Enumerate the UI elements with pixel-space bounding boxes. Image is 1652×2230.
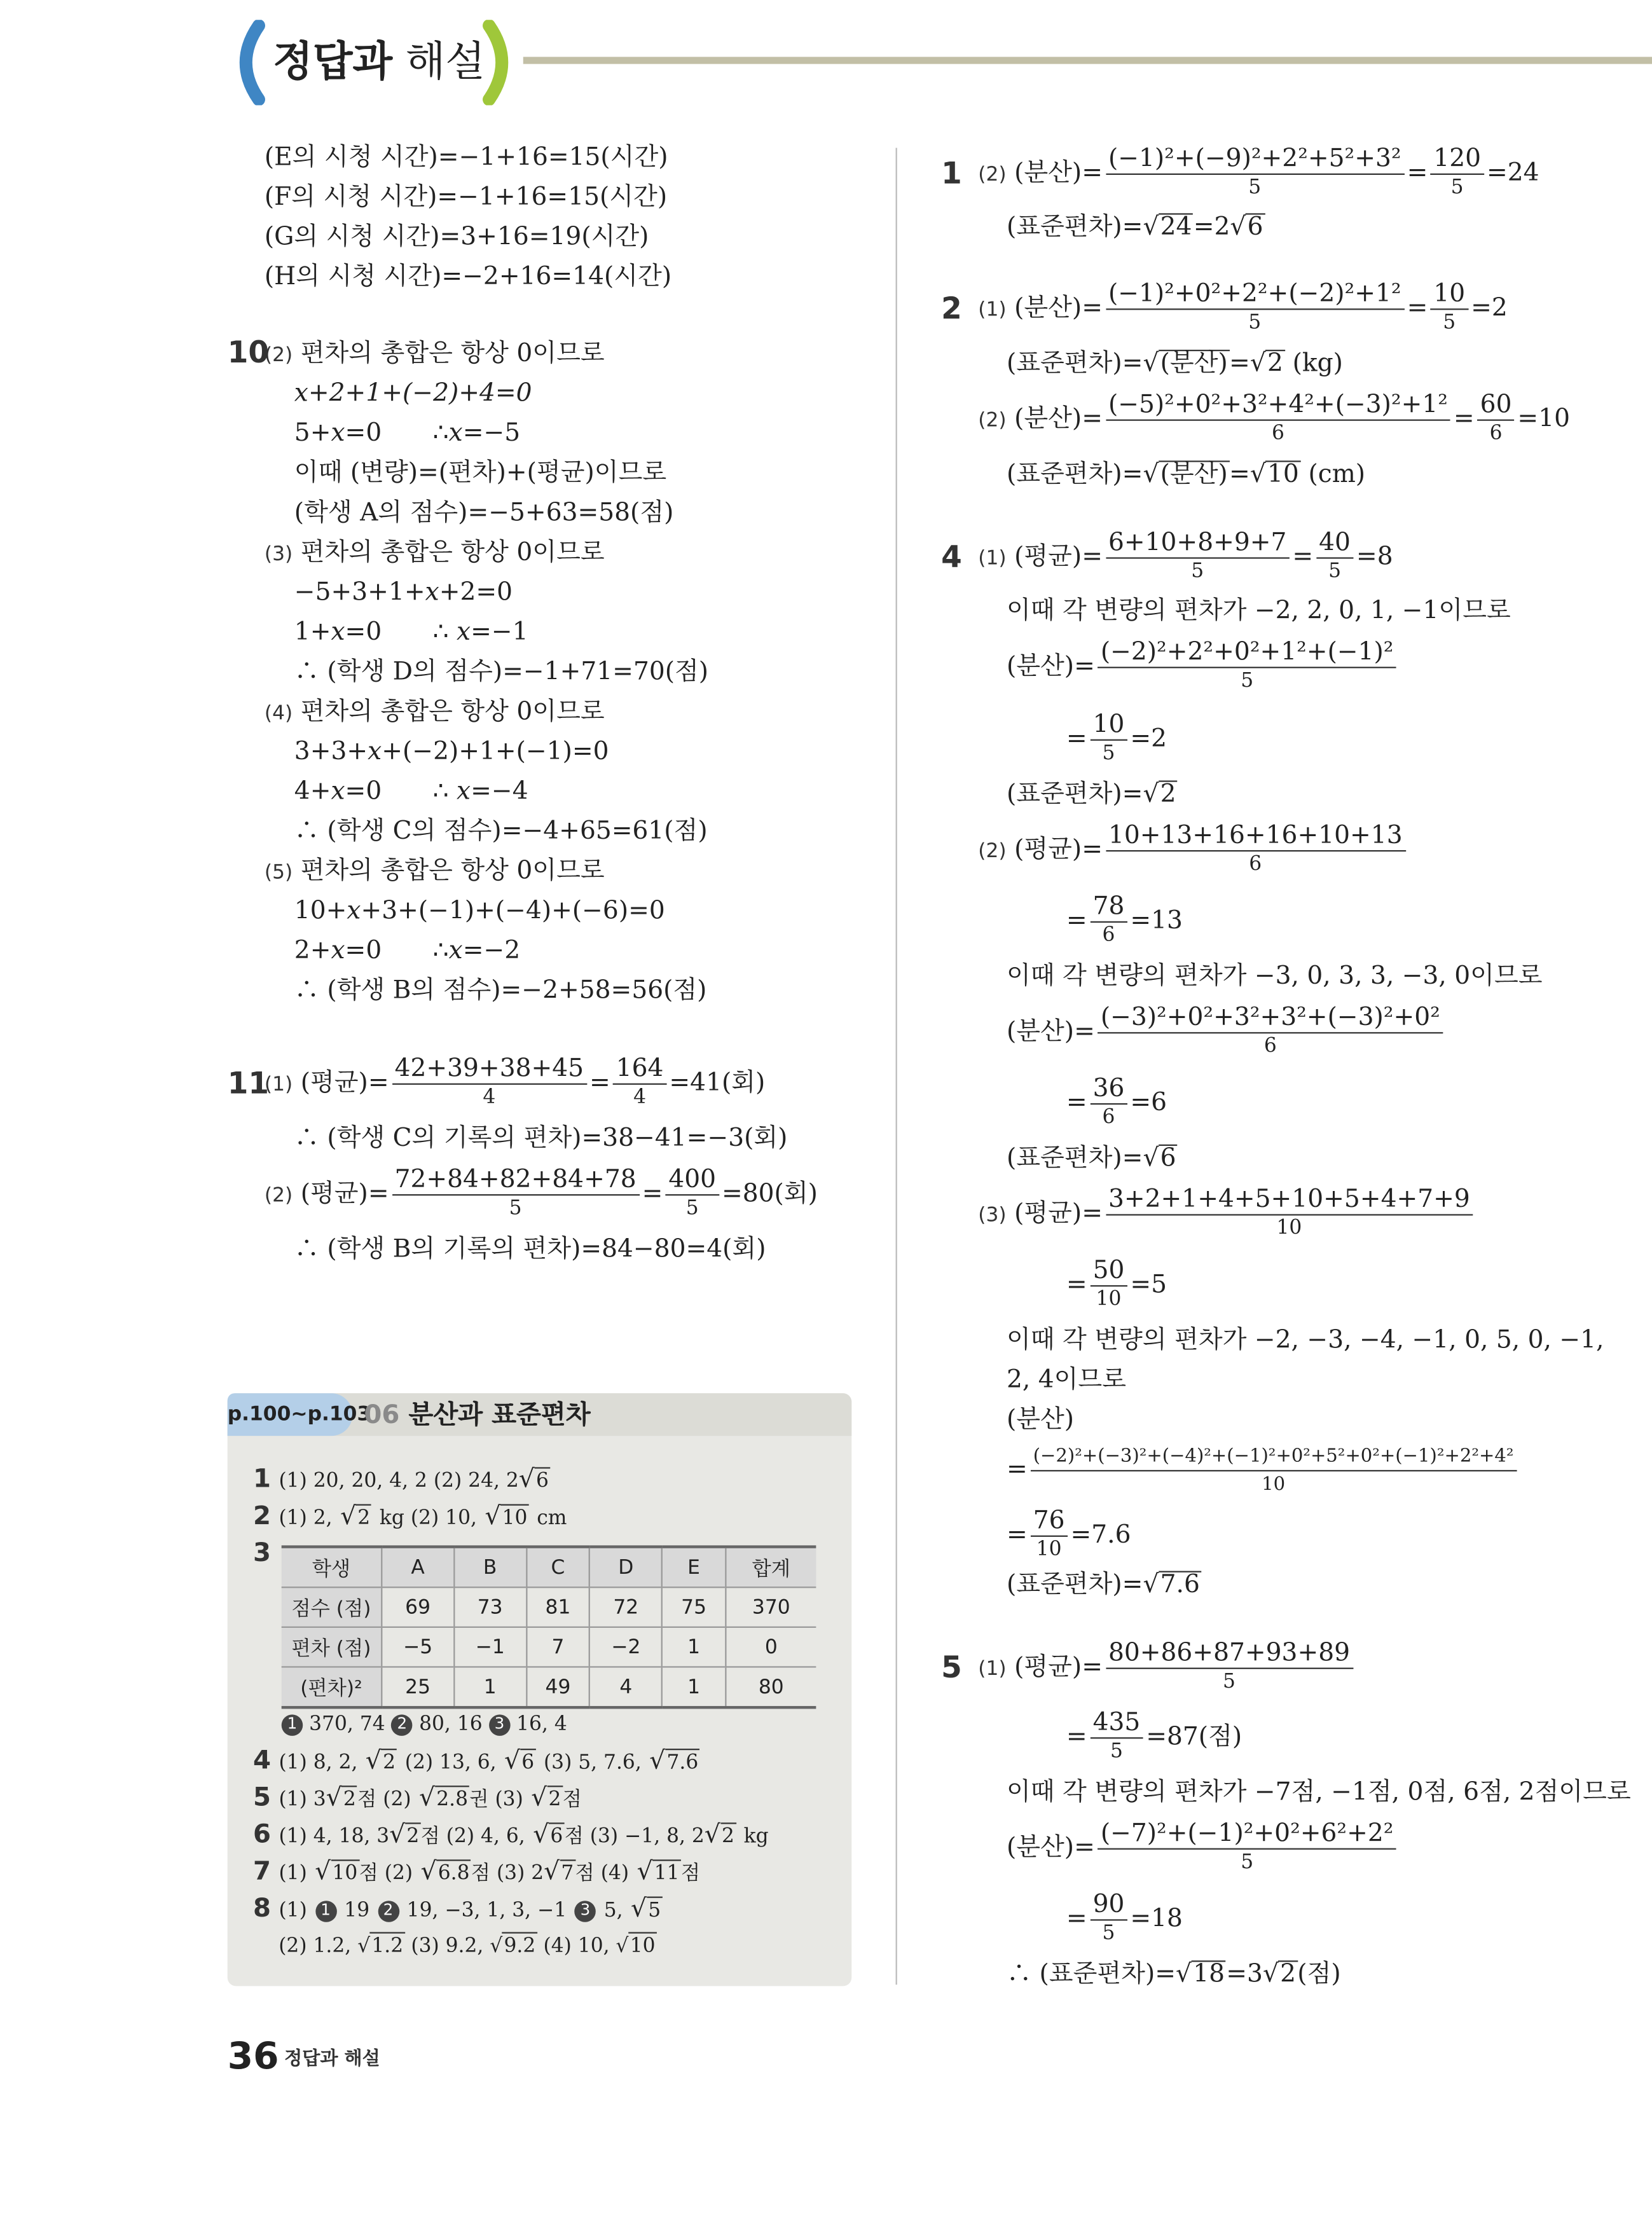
table-cell: 25 xyxy=(382,1667,454,1707)
sqrt: √ 2 xyxy=(326,1783,357,1814)
text-line: 이때 각 변량의 편차가 −2, 2, 0, 1, −1이므로 xyxy=(1006,597,1511,626)
header-rule xyxy=(523,57,1652,64)
part-label: (1) xyxy=(264,1073,293,1096)
text-line: (평균)= xyxy=(1014,1653,1103,1682)
sqrt: √ 1.2 xyxy=(357,1931,404,1962)
text-line: =2 xyxy=(1471,294,1508,323)
table-cell: 80 xyxy=(726,1667,816,1707)
answer-number: 8 xyxy=(252,1894,271,1924)
sqrt: √ (분산) xyxy=(1143,459,1229,490)
table-cell: 편차 (점) xyxy=(282,1627,382,1667)
table-cell: 4 xyxy=(590,1667,663,1707)
part-label: (2) xyxy=(978,163,1007,186)
text-line: (평균)= xyxy=(1014,543,1103,572)
text-line: ∴ (표준편차)= xyxy=(1006,1960,1176,1989)
answer-text: (1) 20, 20, 4, 2 (2) 24, 2 xyxy=(279,1469,519,1493)
equation: 2+𝑥=0 xyxy=(294,937,382,966)
table-cell: 7 xyxy=(526,1627,589,1667)
table-cell: 1 xyxy=(662,1667,726,1707)
table-cell: −5 xyxy=(382,1627,454,1667)
answer-text: (1) xyxy=(279,1862,307,1885)
fraction: 3+2+1+4+5+10+5+4+7+9 10 xyxy=(1105,1187,1473,1242)
sqrt: √ 6.8 xyxy=(421,1857,471,1888)
table-cell: C xyxy=(526,1547,589,1588)
answer-text: 80, 16 xyxy=(419,1713,483,1736)
answer-text: 점 xyxy=(680,1862,701,1885)
table-cell: 370 xyxy=(726,1587,816,1627)
text-line: (표준편차)= xyxy=(1006,213,1143,242)
question-number: 1 xyxy=(941,156,962,191)
circled-number-icon: 2 xyxy=(392,1714,413,1735)
table-cell: (편차)² xyxy=(282,1667,382,1707)
text-line: = xyxy=(1229,350,1250,378)
sqrt: √ 6 xyxy=(533,1820,564,1851)
text-line: =10 xyxy=(1517,405,1571,434)
table-cell: 72 xyxy=(590,1587,663,1627)
table-cell: 81 xyxy=(526,1587,589,1627)
equation: −5+3+1+𝑥+2=0 xyxy=(294,578,513,607)
score-table xyxy=(282,1545,816,1709)
circled-number-icon: 2 xyxy=(378,1900,399,1922)
equation: 5+𝑥=0 xyxy=(294,419,382,448)
answer-text: (2) 1.2, xyxy=(279,1934,352,1958)
sqrt: √ (분산) xyxy=(1143,348,1229,380)
sqrt: √ 2.8 xyxy=(419,1783,469,1814)
sqrt: √ 10 xyxy=(315,1857,359,1888)
answer-text: (3) 5, 7.6, xyxy=(543,1751,642,1775)
table-cell: 49 xyxy=(526,1667,589,1707)
text-line: (cm) xyxy=(1308,460,1366,490)
table-row xyxy=(282,1667,816,1707)
sqrt: √ 2 xyxy=(705,1820,736,1851)
text-line: 편차의 총합은 항상 0이므로 xyxy=(300,340,605,369)
table-cell: E xyxy=(662,1547,726,1588)
answer-text: (1) xyxy=(279,1899,307,1922)
page-number: 36 xyxy=(227,2035,279,2079)
sqrt: √ 7.6 xyxy=(1143,1569,1201,1600)
answer-text: 점 xyxy=(562,1788,582,1812)
text-line: =80(회) xyxy=(721,1180,818,1209)
answer-text: 16, 4 xyxy=(516,1713,567,1736)
answer-number: 4 xyxy=(252,1745,271,1776)
fraction: (−3)²+0²+3²+3²+(−3)²+0² 6 xyxy=(1098,1005,1443,1061)
fraction: 72+84+82+84+78 5 xyxy=(392,1167,639,1223)
text-line: =18 xyxy=(1130,1904,1183,1934)
text-line: =6 xyxy=(1130,1089,1167,1118)
circled-number-icon: 1 xyxy=(282,1714,303,1735)
answer-text: (3) 9.2, xyxy=(411,1934,484,1958)
fraction: 6+10+8+9+7 5 xyxy=(1105,530,1289,586)
circled-number-icon: 3 xyxy=(575,1900,596,1922)
fraction: 78 6 xyxy=(1090,894,1127,949)
text-line: (표준편차)= xyxy=(1006,350,1143,378)
question-number: 5 xyxy=(941,1650,962,1685)
text-line: (분산)= xyxy=(1006,652,1095,681)
question-number: 2 xyxy=(941,291,962,326)
answer-number: 1 xyxy=(252,1464,271,1494)
equation: 4+𝑥=0 xyxy=(294,777,382,806)
answer-number: 3 xyxy=(252,1538,271,1569)
part-label: (3) xyxy=(978,1204,1007,1227)
fraction: (−1)²+0²+2²+(−2)²+1² 5 xyxy=(1105,282,1404,337)
part-label: (4) xyxy=(264,702,293,726)
answer-text: 권 (3) xyxy=(469,1788,523,1812)
text-line: (점) xyxy=(1297,1960,1341,1989)
table-cell: 69 xyxy=(382,1587,454,1627)
equation: ∴ 𝑥=−4 xyxy=(432,777,528,806)
text-line: (표준편차)= xyxy=(1006,460,1143,490)
table-row xyxy=(282,1547,816,1588)
sqrt: √ 6 xyxy=(519,1464,550,1496)
sqrt: √ 9.2 xyxy=(490,1931,537,1962)
text-line: (분산)= xyxy=(1006,1017,1095,1047)
answer-number: 5 xyxy=(252,1782,271,1813)
part-label: (5) xyxy=(264,861,293,884)
answer-text: 19, −3, 1, 3, −1 xyxy=(406,1899,567,1922)
text-line: ∴ (학생 C의 점수)=−4+65=61(점) xyxy=(294,817,708,846)
text-line: (E의 시청 시간)=−1+16=15(시간) xyxy=(264,143,668,172)
table-cell: 점수 (점) xyxy=(282,1587,382,1627)
fraction: (−7)²+(−1)²+0²+6²+2² 5 xyxy=(1098,1821,1396,1876)
text-line: =24 xyxy=(1486,159,1539,188)
text-line: 이때 (변량)=(편차)+(평균)이므로 xyxy=(294,459,667,488)
text-line: =87(점) xyxy=(1146,1723,1242,1752)
fraction: $\frac{\text{(−2)²+(−3)²+(−4)²+(−1)²+0²+5²+0²+(−1)²+2²+4²}}{10}$ xyxy=(1030,1443,1517,1498)
fraction: 50 10 xyxy=(1090,1258,1127,1314)
fraction: 10 5 xyxy=(1090,712,1127,767)
text-line: (학생 A의 점수)=−5+63=58(점) xyxy=(294,499,674,528)
text-line: (kg) xyxy=(1292,350,1343,378)
text-line: ∴ (학생 B의 점수)=−2+58=56(점) xyxy=(294,976,707,1005)
text-line: (표준편차)= xyxy=(1006,1144,1143,1173)
question-number: 10 xyxy=(227,335,270,370)
question-number: 4 xyxy=(941,540,962,575)
answer-text: kg (2) 10, xyxy=(379,1506,477,1530)
text-line: (F의 시청 시간)=−1+16=15(시간) xyxy=(264,183,668,212)
answer-text: cm xyxy=(537,1506,567,1530)
text-line: (평균)= xyxy=(300,1180,389,1209)
text-line: =13 xyxy=(1130,907,1183,936)
answer-text: 370, 74 xyxy=(309,1713,385,1736)
answer-text: 19 xyxy=(344,1899,370,1922)
answer-text: kg xyxy=(743,1825,769,1848)
text-line: =7.6 xyxy=(1070,1521,1131,1550)
text-line: 이때 각 변량의 편차가 −7점, −1점, 0점, 6점, 2점이므로 xyxy=(1006,1778,1631,1807)
fraction: 42+39+38+45 4 xyxy=(392,1056,586,1112)
fraction: 10+13+16+16+10+13 6 xyxy=(1105,823,1405,879)
sqrt: √ 2 xyxy=(1250,348,1284,380)
part-label: (1) xyxy=(978,1657,1007,1681)
column-divider xyxy=(896,148,897,1985)
sqrt: √ 7.6 xyxy=(649,1746,699,1777)
circled-number-icon: 3 xyxy=(489,1714,511,1735)
text-line: = xyxy=(1229,460,1250,490)
text-line: 편차의 총합은 항상 0이므로 xyxy=(300,539,605,568)
fraction: 400 5 xyxy=(666,1167,719,1223)
sqrt: √ 2 xyxy=(1263,1959,1297,1990)
sqrt: √ 6 xyxy=(504,1746,535,1777)
text-line: =2 xyxy=(1130,725,1167,754)
sqrt: √ 18 xyxy=(1176,1959,1226,1990)
fraction: 80+86+87+93+89 5 xyxy=(1105,1641,1353,1696)
text-line: 편차의 총합은 항상 0이므로 xyxy=(300,857,605,886)
table-cell: 73 xyxy=(454,1587,527,1627)
table-cell: D xyxy=(590,1547,663,1588)
fraction: (−2)²+2²+0²+1²+(−1)² 5 xyxy=(1098,640,1396,695)
part-label: (2) xyxy=(264,344,293,367)
text-line: 2, 4이므로 xyxy=(1006,1366,1126,1395)
text-line: (G의 시청 시간)=3+16=19(시간) xyxy=(264,223,649,252)
sqrt: √ 5 xyxy=(631,1894,662,1925)
text-line: ∴ (학생 D의 점수)=−1+71=70(점) xyxy=(294,658,709,687)
answer-text: 점 (3) −1, 8, 2 xyxy=(564,1825,705,1848)
fraction: 10 5 xyxy=(1431,282,1468,337)
text-line: 이때 각 변량의 편차가 −3, 0, 3, 3, −3, 0이므로 xyxy=(1006,962,1543,991)
sqrt: √ 7 xyxy=(544,1857,575,1888)
part-label: (1) xyxy=(978,298,1007,322)
answer-text: 점 (2) xyxy=(359,1862,413,1885)
text-line: (평균)= xyxy=(1014,1200,1103,1229)
equation: ∴𝑥=−5 xyxy=(432,419,521,448)
part-label: (1) xyxy=(978,547,1007,570)
sqrt: √ 6 xyxy=(1143,1143,1177,1174)
answer-number: 2 xyxy=(252,1501,271,1531)
page: 정답과 해설 (E의 시청 시간)=−1+16=15(시간) (F의 시청 시간)=−1+16=15(시간) (G의 시청 시간)=3+16=19(시간) (H의 시청 시간)=−2+16=14(시간) 10 (2) 편차의 총합은 항상 0이므로 𝑥+2+1+(−2)+4=0 5+𝑥=0 ∴𝑥=−5 이때 (변량)=(편차)+(평균)이므로 (학생 A의 점수)=−5+63=58(점) (3) 편차의 총합은 항상 0이므로 −5+3+1+𝑥+2=0 1+𝑥=0 ∴ 𝑥=−1 ∴ (학생 D의 점수)=−1+71=70(점) (4) 편차의 총합은 항상 0이므로 3+3+𝑥+(−2)+1+(−1)=0 4+𝑥=0 ∴ 𝑥=−4 ∴ (학생 C의 점수)=−4+65=61(점) (5) 편차의 총합은 항상 0이므로 10+𝑥+3+(−1)+(−4)+(−6)=0 2+𝑥=0 ∴𝑥=−2 ∴ (학생 B의 점수)=−2+58=56(점) 11 (1) (평균)= 42+39+38+45 4 = 164 4 =41(회) ∴ (학생 C의 기록의 편차)=38−41=−3(회) (2) (평균)= 72+84+82+84+78 5 = 400 5 =80(회) ∴ (학생 B의 기록의 편차)=84−80=4(회) p.100~p.103 06 분산과 표준편차 1 (1) 20, 20, 4, 2 (2) 24, 2√ 6 2 (1) 2, √ 2 kg (2) 10, √ 10 cm 3 학생 A B C D E 합계 점수 (점) 69 73 81 72 75 370 편차 (점) −5 −1 7 −2 1 0 (편차)² 25 1 49 4 1 80 1 370, 74 2 80, 16 3 16, 4 4 (1) 8, 2, √ 2 (2) 13, 6, √ 6 (3) 5, 7.6, √ 7.6 5 (1) 3√ 2 점 (2) √ 2.8 권 (3) √ 2 점 6 (1) 4, 18, 3√ 2 점 (2) 4, 6, √ 6 점 (3) −1, 8, 2√ 2 kg 7 (1) √ 10 점 (2) √ 6.8 점 (3) 2√ 7 점 (4) √ 11 점 8 (1) 1 19 2 19, −3, 1, 3, −1 3 5, √ 5 (2) 1.2, √ 1.2 (3) 9.2, √ 9.2 (4) 10, √ 10 1 (2) (분산)= (−1)²+(−9)²+2²+5²+3² 5 = 120 5 =24 (표준편차)=√ 24 =2√ 6 2 (1) (분산)= (−1)²+0²+2²+(−2)²+1² 5 = 10 5 =2 (표준편차)=√ (분산) =√ 2 (kg) (2) (분산)= (−5)²+0²+3²+4²+(−3)²+1² 6 = 60 6 =10 (표준편차)=√ (분산) =√ 10 (cm) 4 (1) (평균)= 6+10+8+9+7 5 = 40 5 =8 이때 각 변량의 편차가 −2, 2, 0, 1, −1이므로 (분산)= (−2)²+2²+0²+1²+(−1)² 5 = 10 5 =2 (표준편차)=√ 2 (2) (평균)= 10+13+16+16+10+13 6 = 78 6 =13 이때 각 변량의 편차가 −3, 0, 3, 3, −3, 0이므로 (분산)= (−3)²+0²+3²+3²+(−3)²+0² 6 = 36 6 =6 (표준편차)=√ 6 (3) (평균)= 3+2+1+4+5+10+5+4+7+9 10 = 50 10 =5 이때 각 변량의 편차가 −2, −3, −4, −1, 0, 5, 0, −1, 2, 4이므로 (분산) = $\frac{\text{(−2)²+(−3)²+(−4)²+(−1)²+0²+5²+0²+(−1)²+2²+4²}}{10}$ = 76 10 =7.6 (표준편차)=√ 7.6 5 (1) (평균)= 80+86+87+93+89 5 = 435 5 =87(점) 이때 각 변량의 편차가 −7점, −1점, 0점, 6점, 2점이므로 (분산)= (−7)²+(−1)²+0²+6²+2² 5 = 90 5 =18 ∴ (표준편차)=√ 18 =3√ 2 (점) 36 정답과 해설 xyxy=(0,0,1652,2229)
sqrt: √ 2 xyxy=(531,1783,562,1814)
text-line: (분산)= xyxy=(1014,294,1103,323)
equation: 3+3+𝑥+(−2)+1+(−1)=0 xyxy=(294,738,609,767)
fraction: 36 6 xyxy=(1090,1077,1127,1132)
table-cell: A xyxy=(382,1547,454,1588)
answer-text: (2) 13, 6, xyxy=(404,1751,497,1775)
right-bracket-icon xyxy=(481,20,523,105)
part-label: (2) xyxy=(264,1184,293,1208)
fraction: 60 6 xyxy=(1477,392,1515,448)
footer-label: 정답과 해설 xyxy=(284,2048,380,2070)
answer-text: (1) 3 xyxy=(279,1788,326,1812)
fraction: 120 5 xyxy=(1431,146,1484,202)
sqrt: √ 2 xyxy=(366,1746,397,1777)
sqrt: √ 2 xyxy=(1143,779,1177,810)
text-line: (표준편차)= xyxy=(1006,780,1143,809)
sqrt: √ 6 xyxy=(1230,212,1264,243)
page-title: 정답과 해설 xyxy=(273,37,486,86)
text-line: =5 xyxy=(1130,1270,1167,1300)
fraction: 76 10 xyxy=(1030,1508,1068,1564)
table-cell: −2 xyxy=(590,1627,663,1667)
section-title: 분산과 표준편차 xyxy=(408,1400,591,1431)
sqrt: √ 2 xyxy=(340,1501,371,1532)
text-line: (분산)= xyxy=(1014,405,1103,434)
answer-text: 점 (2) 4, 6, xyxy=(420,1825,525,1848)
text-line: (분산)= xyxy=(1014,159,1103,188)
left-bracket-icon xyxy=(224,20,267,105)
answer-text: (1) 8, 2, xyxy=(279,1751,358,1775)
text-line: =8 xyxy=(1356,543,1393,572)
text-line: (표준편차)= xyxy=(1006,1571,1143,1600)
sqrt: √ 24 xyxy=(1143,212,1193,243)
equation: 1+𝑥=0 xyxy=(294,618,382,647)
text-line: =41(회) xyxy=(669,1069,766,1098)
text-line: 이때 각 변량의 편차가 −2, −3, −4, −1, 0, 5, 0, −1, xyxy=(1006,1326,1604,1355)
table-row xyxy=(282,1627,816,1667)
text-line: =3 xyxy=(1226,1960,1263,1989)
circled-number-icon: 1 xyxy=(315,1900,336,1922)
text-line: =2 xyxy=(1193,213,1230,242)
page-range-tab: p.100~p.103 xyxy=(228,1393,353,1436)
table-cell: −1 xyxy=(454,1627,527,1667)
sqrt: √ 10 xyxy=(1250,459,1300,490)
fraction: 90 5 xyxy=(1090,1892,1127,1948)
text-line: (H의 시청 시간)=−2+16=14(시간) xyxy=(264,263,672,292)
fraction: 40 5 xyxy=(1316,530,1354,586)
table-cell: B xyxy=(454,1547,527,1588)
equation: ∴𝑥=−2 xyxy=(432,937,521,966)
equation: 𝑥+2+1+(−2)+4=0 xyxy=(294,379,532,408)
sqrt: √ 2 xyxy=(389,1820,420,1851)
text-line: ∴ (학생 C의 기록의 편차)=38−41=−3(회) xyxy=(294,1124,788,1153)
answer-text: 점 (4) xyxy=(575,1862,630,1885)
answer-text: (4) 10, xyxy=(543,1934,610,1958)
section-number: 06 xyxy=(364,1400,400,1431)
part-label: (2) xyxy=(978,409,1007,432)
text-line: (평균)= xyxy=(1014,836,1103,865)
table-cell: 75 xyxy=(662,1587,726,1627)
text-line: ∴ (학생 B의 기록의 편차)=84−80=4(회) xyxy=(294,1235,766,1264)
equation: ∴ 𝑥=−1 xyxy=(432,618,528,647)
table-cell: 1 xyxy=(662,1627,726,1667)
answer-text: (1) 2, xyxy=(279,1506,333,1530)
sqrt: √ 10 xyxy=(485,1501,528,1532)
answer-number: 6 xyxy=(252,1819,271,1850)
table-cell: 0 xyxy=(726,1627,816,1667)
table-cell: 합계 xyxy=(726,1547,816,1588)
sqrt: √ 11 xyxy=(637,1857,681,1888)
fraction: 435 5 xyxy=(1090,1710,1143,1766)
answer-text: (1) 4, 18, 3 xyxy=(279,1825,390,1848)
part-label: (3) xyxy=(264,543,293,566)
fraction: 164 4 xyxy=(613,1056,666,1112)
equation: 10+𝑥+3+(−1)+(−4)+(−6)=0 xyxy=(294,897,665,926)
part-label: (2) xyxy=(978,840,1007,864)
fraction: (−1)²+(−9)²+2²+5²+3² 5 xyxy=(1105,146,1404,202)
sqrt: √ 10 xyxy=(616,1931,657,1962)
question-number: 11 xyxy=(227,1066,270,1101)
answer-number: 7 xyxy=(252,1856,271,1887)
table-row xyxy=(282,1587,816,1627)
table-cell: 학생 xyxy=(282,1547,382,1588)
answer-text: 점 (3) 2 xyxy=(471,1862,544,1885)
text-line: 편차의 총합은 항상 0이므로 xyxy=(300,698,605,727)
table-cell: 1 xyxy=(454,1667,527,1707)
text-line: (분산) xyxy=(1006,1406,1075,1435)
answer-text: 5, xyxy=(603,1899,623,1922)
text-line: (평균)= xyxy=(300,1069,389,1098)
answer-text: 점 (2) xyxy=(357,1788,411,1812)
text-line: (분산)= xyxy=(1006,1834,1095,1862)
fraction: (−5)²+0²+3²+4²+(−3)²+1² 6 xyxy=(1105,392,1450,448)
